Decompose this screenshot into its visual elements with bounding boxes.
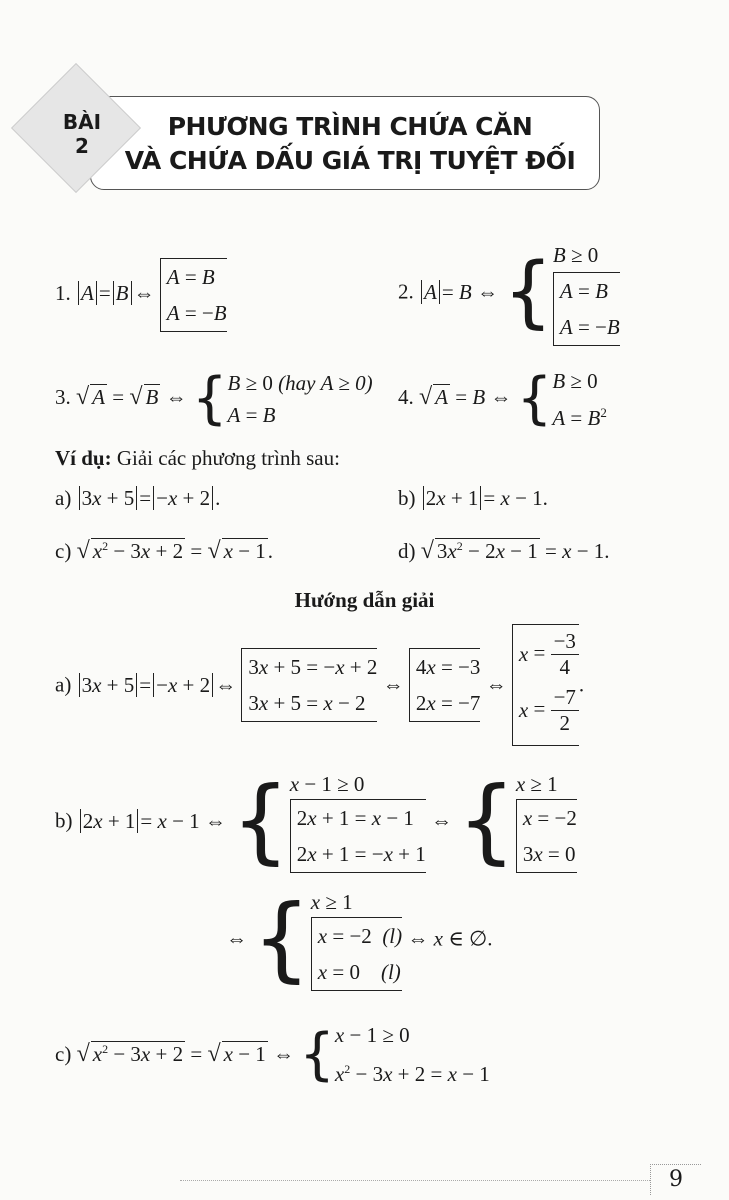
title-line-1: PHƯƠNG TRÌNH CHỨA CĂN: [167, 112, 533, 141]
solution-b-cont: ⇔ { x ≥ 1 x = −2 (l) x = 0 (l) ⇔ x ∈ ∅.: [226, 885, 493, 992]
solution-a-label: a): [55, 672, 72, 697]
example-c-label: c): [55, 539, 72, 563]
lesson-title: [110, 110, 590, 178]
solution-c-label: c): [55, 1042, 72, 1066]
example-text: Giải các phương trình sau:: [116, 446, 340, 470]
formula-3-hay: (hay: [278, 371, 316, 395]
formula-1-number: 1.: [55, 280, 71, 305]
formula-1: 1. A = B ⇔ A = B A = −B: [55, 258, 227, 332]
formula-2-number: 2.: [398, 279, 414, 304]
example-heading: [55, 446, 340, 471]
formula-4-number: 4.: [398, 384, 414, 409]
example-b: b) 2x + 1 = x − 1.: [398, 486, 548, 510]
lesson-label: BÀI: [62, 110, 102, 134]
formula-3-cond: A ≥ 0): [320, 371, 373, 395]
formula-1-bracket: A = B A = −B: [160, 258, 227, 332]
lesson-badge: [52, 110, 112, 158]
example-d-label: d): [398, 539, 416, 563]
page-number: 9: [650, 1164, 701, 1195]
solution-c: c) √ $x^2 - 3x + 2$ = √ x − 1 ⇔ { x − 1 ≥ 0 $x^2 - 3x + 2 = x - 1$: [55, 1021, 490, 1087]
footer-rule: [180, 1180, 650, 1181]
solution-a: a) 3x + 5 = −x + 2 ⇔ 3x + 5 = −x + 2 3x + 5 = x − 2 ⇔ 4x = −3 2x = −7 ⇔ x = $\frac{-3}{4}$ x = $\frac{-7}{2}$ .: [55, 624, 584, 746]
example-a-label: a): [55, 486, 72, 510]
example-label: Ví dụ:: [55, 446, 112, 470]
solution-heading: Hướng dẫn giải: [294, 588, 435, 612]
formula-2-bracket: A = B A = −B: [553, 272, 620, 346]
example-a: a) 3x + 5 = −x + 2 .: [55, 486, 221, 510]
reject-1: (l): [382, 924, 403, 948]
formula-2: 2. A = B ⇔ { B ≥ 0 A = B A = −B: [398, 238, 620, 346]
formula-3-number: 3.: [55, 384, 71, 409]
formula-4: 4. √ A = B ⇔ { B ≥ 0 $A = B^2$: [398, 366, 607, 431]
example-c: c) √ $x^2 - 3x + 2$ = √ x − 1.: [55, 538, 274, 564]
solution-b-label: b): [55, 808, 73, 833]
reject-2: (l): [380, 960, 401, 984]
example-d: d) √ $3x^2 - 2x - 1 = x - 1$.: [398, 538, 610, 564]
title-line-2: VÀ CHỨA DẤU GIÁ TRỊ TUYỆT ĐỐI: [124, 146, 576, 175]
solution-b: b) 2x + 1 = x − 1 ⇔ { x − 1 ≥ 0 2x + 1 = x − 1 2x + 1 = −x + 1 ⇔ { x ≥ 1 x = −2 3x = 0: [55, 767, 577, 874]
example-b-label: b): [398, 486, 416, 510]
lesson-number: 2: [75, 134, 89, 158]
formula-3: 3. √ A = √ B ⇔ { B ≥ 0 (hay A ≥ 0) A = B: [55, 366, 373, 431]
